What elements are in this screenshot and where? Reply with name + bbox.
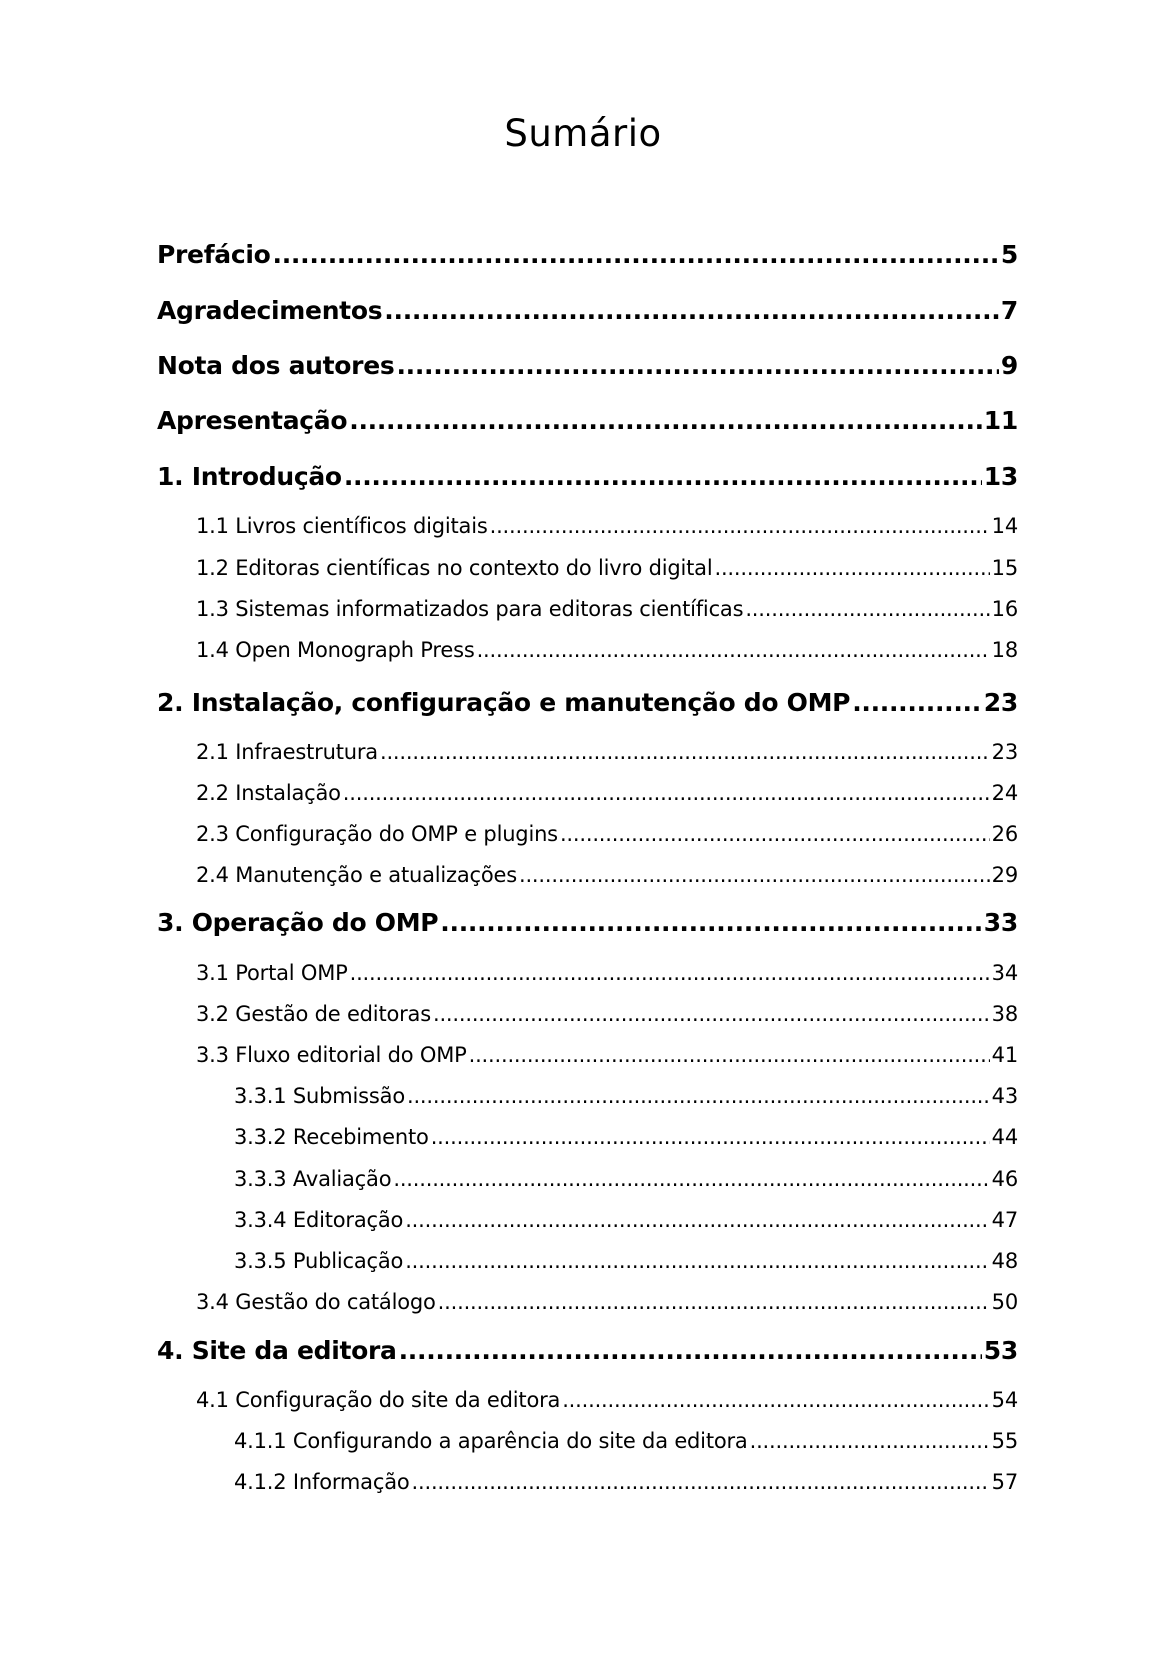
toc-entry-title: 3.3.5 Publicação xyxy=(234,1249,404,1273)
toc-entry-section-3-2[interactable] xyxy=(196,1002,1018,1026)
dot-leader xyxy=(384,296,999,325)
toc-entry-page: 9 xyxy=(1000,351,1018,380)
dot-leader xyxy=(852,688,982,717)
dot-leader xyxy=(477,638,990,662)
toc-entry-title: 3.3.3 Avaliação xyxy=(234,1167,392,1191)
toc-entry-title: 4.1 Configuração do site da editora xyxy=(196,1388,561,1412)
toc-entry-subsection-3-3-2[interactable] xyxy=(234,1125,1018,1149)
toc-entry-section-1-3[interactable] xyxy=(196,597,1018,621)
toc-entry-section-3-4[interactable] xyxy=(196,1290,1018,1314)
toc-entry-page: 23 xyxy=(991,740,1018,764)
toc-entry-page: 47 xyxy=(991,1208,1018,1232)
toc-entry-title: 4. Site da editora xyxy=(157,1336,397,1365)
dot-leader xyxy=(399,1336,982,1365)
toc-entry-section-4-1[interactable] xyxy=(196,1388,1018,1412)
dot-leader xyxy=(350,961,990,985)
toc-entry-page: 18 xyxy=(991,638,1018,662)
toc-entry-chapter-3[interactable] xyxy=(157,908,1018,937)
toc-entry-title: 3. Operação do OMP xyxy=(157,908,439,937)
toc-entry-section-1-2[interactable] xyxy=(196,556,1018,580)
dot-leader xyxy=(431,1125,990,1149)
toc-entry-title: 4.1.1 Configurando a aparência do site da editora xyxy=(234,1429,748,1453)
toc-entry-title: 1.3 Sistemas informatizados para editoras científicas xyxy=(196,597,744,621)
toc-entry-title: 3.3.2 Recebimento xyxy=(234,1125,429,1149)
dot-leader xyxy=(405,1249,989,1273)
dot-leader xyxy=(405,1208,989,1232)
page-title: Sumário xyxy=(504,112,662,155)
toc-entry-title: 2. Instalação, configuração e manutenção do OMP xyxy=(157,688,851,717)
toc-entry-page: 34 xyxy=(991,961,1018,985)
dot-leader xyxy=(745,597,989,621)
dot-leader xyxy=(440,908,982,937)
toc-entry-page: 24 xyxy=(991,781,1018,805)
toc-entry-page: 29 xyxy=(991,863,1018,887)
toc-entry-title: 2.4 Manutenção e atualizações xyxy=(196,863,517,887)
toc-entry-page: 55 xyxy=(991,1429,1018,1453)
dot-leader xyxy=(490,514,990,538)
toc-entry-nota-dos-autores[interactable] xyxy=(157,351,1018,380)
dot-leader xyxy=(273,240,999,269)
dot-leader xyxy=(396,351,998,380)
toc-entry-title: Nota dos autores xyxy=(157,351,395,380)
toc-entry-chapter-2[interactable] xyxy=(157,688,1018,717)
toc-entry-apresentacao[interactable] xyxy=(157,406,1018,435)
toc-entry-page: 14 xyxy=(991,514,1018,538)
toc-entry-title: 1.2 Editoras científicas no contexto do livro digital xyxy=(196,556,713,580)
toc-entry-subsection-3-3-5[interactable] xyxy=(234,1249,1018,1273)
toc-entry-chapter-4[interactable] xyxy=(157,1336,1018,1365)
toc-entry-page: 26 xyxy=(991,822,1018,846)
dot-leader xyxy=(433,1002,990,1026)
toc-entry-page: 57 xyxy=(991,1470,1018,1494)
dot-leader xyxy=(560,822,990,846)
toc-entry-prefacio[interactable] xyxy=(157,240,1018,269)
toc-entry-subsection-3-3-3[interactable] xyxy=(234,1167,1018,1191)
toc-entry-section-1-1[interactable] xyxy=(196,514,1018,538)
toc-entry-page: 50 xyxy=(991,1290,1018,1314)
toc-entry-title: 1.1 Livros científicos digitais xyxy=(196,514,488,538)
toc-entry-page: 7 xyxy=(1000,296,1018,325)
toc-entry-section-2-1[interactable] xyxy=(196,740,1018,764)
dot-leader xyxy=(469,1043,990,1067)
toc-entry-page: 44 xyxy=(991,1125,1018,1149)
dot-leader xyxy=(343,781,990,805)
toc-entry-title: 3.3.4 Editoração xyxy=(234,1208,404,1232)
toc-entry-page: 15 xyxy=(991,556,1018,580)
toc-entry-title: 2.2 Instalação xyxy=(196,781,341,805)
dot-leader xyxy=(562,1388,989,1412)
toc-entry-page: 5 xyxy=(1000,240,1018,269)
toc-entry-page: 33 xyxy=(983,908,1018,937)
toc-entry-title: Prefácio xyxy=(157,240,271,269)
toc-entry-page: 48 xyxy=(991,1249,1018,1273)
toc-entry-section-3-1[interactable] xyxy=(196,961,1018,985)
toc-entry-page: 46 xyxy=(991,1167,1018,1191)
dot-leader xyxy=(714,556,989,580)
dot-leader xyxy=(349,406,982,435)
toc-entry-title: 1.4 Open Monograph Press xyxy=(196,638,475,662)
dot-leader xyxy=(412,1470,990,1494)
toc-entry-section-3-3[interactable] xyxy=(196,1043,1018,1067)
dot-leader xyxy=(344,462,982,491)
toc-entry-title: 2.3 Configuração do OMP e plugins xyxy=(196,822,558,846)
toc-entry-title: 1. Introdução xyxy=(157,462,342,491)
toc-entry-page: 41 xyxy=(991,1043,1018,1067)
toc-entry-title: Apresentação xyxy=(157,406,348,435)
dot-leader xyxy=(380,740,990,764)
dot-leader xyxy=(519,863,990,887)
toc-entry-subsection-3-3-4[interactable] xyxy=(234,1208,1018,1232)
toc-entry-page: 13 xyxy=(983,462,1018,491)
toc-entry-title: 2.1 Infraestrutura xyxy=(196,740,378,764)
toc-entry-subsection-3-3-1[interactable] xyxy=(234,1084,1018,1108)
dot-leader xyxy=(438,1290,990,1314)
dot-leader xyxy=(407,1084,990,1108)
toc-entry-title: 3.3.1 Submissão xyxy=(234,1084,405,1108)
toc-entry-title: Agradecimentos xyxy=(157,296,383,325)
toc-entry-page: 53 xyxy=(983,1336,1018,1365)
toc-entry-subsection-4-1-1[interactable] xyxy=(234,1429,1018,1453)
toc-entry-page: 23 xyxy=(983,688,1018,717)
toc-entry-subsection-4-1-2[interactable] xyxy=(234,1470,1018,1494)
toc-entry-chapter-1[interactable] xyxy=(157,462,1018,491)
toc-entry-title: 4.1.2 Informação xyxy=(234,1470,410,1494)
toc-entry-section-2-4[interactable] xyxy=(196,863,1018,887)
toc-entry-page: 54 xyxy=(991,1388,1018,1412)
toc-entry-page: 43 xyxy=(991,1084,1018,1108)
toc-entry-title: 3.4 Gestão do catálogo xyxy=(196,1290,436,1314)
toc-entry-title: 3.3 Fluxo editorial do OMP xyxy=(196,1043,467,1067)
toc-entry-agradecimentos[interactable] xyxy=(157,296,1018,325)
dot-leader xyxy=(393,1167,989,1191)
dot-leader xyxy=(750,1429,990,1453)
toc-entry-section-2-2[interactable] xyxy=(196,781,1018,805)
toc-entry-title: 3.1 Portal OMP xyxy=(196,961,348,985)
toc-entry-section-1-4[interactable] xyxy=(196,638,1018,662)
toc-entry-page: 11 xyxy=(983,406,1018,435)
toc-entry-page: 16 xyxy=(991,597,1018,621)
toc-entry-title: 3.2 Gestão de editoras xyxy=(196,1002,431,1026)
toc-entry-section-2-3[interactable] xyxy=(196,822,1018,846)
toc-entry-page: 38 xyxy=(991,1002,1018,1026)
